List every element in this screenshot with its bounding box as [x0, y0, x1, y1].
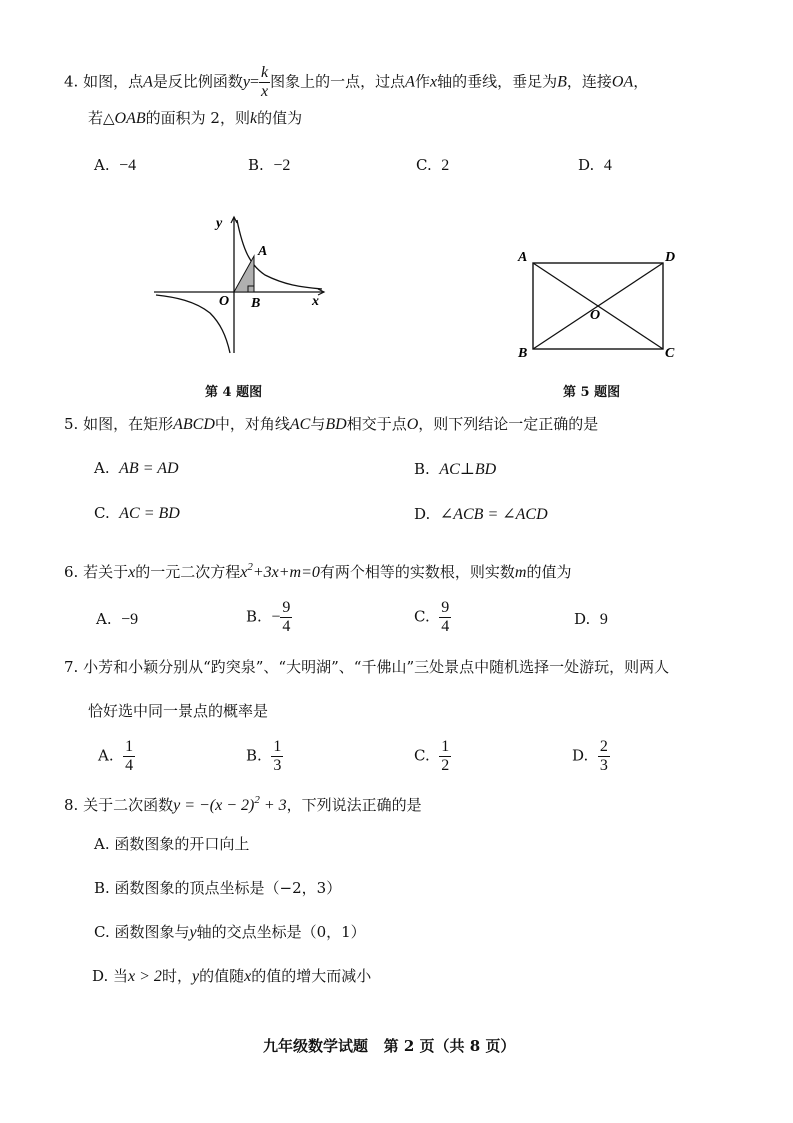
x-axis-label: x — [312, 294, 319, 309]
option-d[interactable]: D. $\frac{2}{3}$ — [572, 738, 608, 774]
option-b[interactable]: B. − $\frac{9}{4}$ — [246, 599, 291, 635]
question-number: 8. — [64, 796, 79, 814]
option-c[interactable]: C. 2 — [416, 156, 450, 174]
figure-4-caption: 第 4 题图 — [205, 385, 263, 400]
y-axis-label: y — [216, 216, 223, 231]
point-b-label: B — [251, 296, 261, 311]
question-number: 7. — [64, 658, 79, 676]
point-a-label: A — [258, 244, 268, 259]
option-d[interactable]: D. 4 — [578, 156, 612, 174]
vertex-c-label: C — [665, 346, 675, 361]
question-7-line-2: 恰好选中同一景点的概率是 — [88, 702, 269, 720]
option-a[interactable]: A. 函数图象的开口向上 — [94, 835, 250, 853]
option-c[interactable]: C. $\frac{9}{4}$ — [414, 599, 450, 635]
option-a[interactable]: A. −4 — [94, 156, 137, 174]
question-number: 6. — [64, 563, 79, 581]
option-d[interactable]: D. 当x > 2时，y的值随x的值的增大而减小 — [92, 967, 372, 985]
question-7-line-1: 7. 小芳和小颖分别从“趵突泉”、“大明湖”、“千佛山”三处景点中随机选择一处游玩，则两人 — [64, 658, 670, 676]
fraction-option: $\frac{1}{4}$ — [125, 738, 134, 774]
vertex-a-label: A — [518, 250, 528, 265]
option-c[interactable]: C. AC = BD — [94, 504, 180, 522]
fraction-k-over-x: $\frac{k}{x}$ — [261, 64, 269, 100]
option-b[interactable]: B. −2 — [248, 156, 291, 174]
point-o-label: O — [219, 294, 230, 309]
page-footer: 九年级数学试题 第 2 页（共 8 页） — [263, 1037, 516, 1055]
option-a[interactable]: A. −9 — [96, 610, 139, 628]
vertex-d-label: D — [665, 250, 676, 265]
fraction-9-over-4: $\frac{9}{4}$ — [441, 599, 450, 635]
quadratic-function: $y = -(x - 2)^2 + 3$ — [173, 794, 287, 814]
figure-5-caption: 第 5 题图 — [563, 385, 621, 400]
fraction-option: $\frac{1}{2}$ — [441, 738, 450, 774]
option-a[interactable]: A. AB = AD — [94, 459, 179, 477]
option-b[interactable]: B. AC⊥BD — [414, 460, 497, 478]
center-o-label: O — [590, 308, 601, 323]
option-c[interactable]: C. 函数图象与y轴的交点坐标是（0，1） — [94, 923, 366, 941]
fraction-option: $\frac{1}{3}$ — [273, 738, 282, 774]
option-d[interactable]: D. ∠ACB = ∠ACD — [414, 505, 548, 523]
question-4-line-2: 若△OAB的面积为 2，则k的值为 — [88, 109, 303, 127]
figure-5-rectangle-diagram — [510, 244, 685, 362]
option-a[interactable]: A. $\frac{1}{4}$ — [98, 738, 134, 774]
question-6-line-1: 6. 若关于x的一元二次方程$x^2+3x+m=0$有两个相等的实数根，则实数m的值为 — [64, 561, 572, 581]
figure-4-hyperbola-graph — [150, 205, 330, 357]
question-8-line-1: 8. 关于二次函数$y = -(x - 2)^2 + 3$，下列说法正确的是 — [64, 794, 422, 814]
option-d[interactable]: D. 9 — [574, 610, 608, 628]
option-b[interactable]: B. $\frac{1}{3}$ — [246, 738, 282, 774]
question-4-line-1: 4. 如图，点A是反比例函数y= $\frac{k}{x}$ 图象上的一点，过点A作x轴的垂线，垂足为B，连接OA， — [64, 64, 649, 100]
question-5-line-1: 5. 如图，在矩形ABCD中，对角线AC与BD相交于点O，则下列结论一定正确的是 — [64, 415, 599, 433]
fraction-option: $\frac{2}{3}$ — [599, 738, 608, 774]
fraction-9-over-4: $\frac{9}{4}$ — [282, 599, 291, 635]
option-c[interactable]: C. $\frac{1}{2}$ — [414, 738, 450, 774]
vertex-b-label: B — [518, 346, 528, 361]
option-b[interactable]: B. 函数图象的顶点坐标是（−2，3） — [94, 879, 342, 897]
question-number: 4. — [64, 72, 79, 91]
quadratic-equation: $x^2+3x+m=0$ — [240, 561, 320, 581]
question-number: 5. — [64, 415, 79, 433]
